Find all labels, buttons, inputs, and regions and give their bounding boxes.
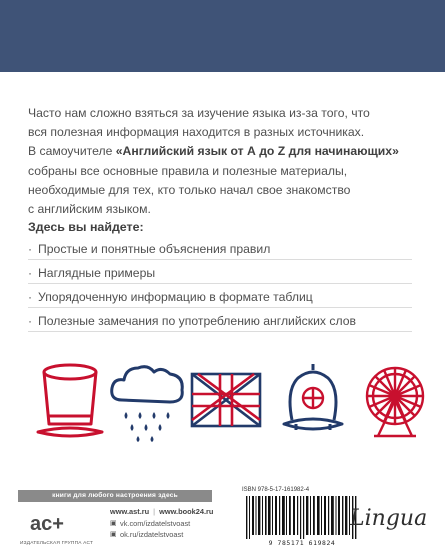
divider [28,307,412,308]
vk-icon: ▣ [110,519,117,527]
rain-cloud-icon [108,360,188,442]
ok-icon: ▣ [110,531,117,539]
ok-link[interactable]: ok.ru/izdatelstvoast [120,530,184,540]
book-title: «Английский язык от А до Z для начинающих» [115,144,399,159]
top-color-band [0,0,445,72]
site-link[interactable]: www.ast.ru [110,507,150,516]
feature-item: · Наглядные примеры [28,266,156,280]
ok-row [110,529,213,541]
feature-text: Полезные замечания по употреблению английских слов [38,314,356,328]
vk-link[interactable]: vk.com/izdatelstvoast [120,518,191,528]
isbn-number: ISBN 978-5-17-161982-4 [242,487,310,493]
intro-line: необходимые для тех, кто только начал свое знакомство [28,182,351,197]
site-link[interactable]: www.book24.ru [159,507,214,516]
top-hat-icon [34,360,106,442]
ast-logo-icon [28,508,74,540]
police-helmet-icon [278,360,348,442]
lingua-logo: Lingua [350,506,428,531]
barcode-digits: 9 785171 619824 [268,539,336,547]
ferris-wheel-icon [356,360,434,442]
publisher-subtitle: ИЗДАТЕЛЬСКАЯ ГРУППА АСТ [20,541,94,546]
intro-line: вся полезная информация находится в разных источниках. [28,125,365,140]
intro-line: Часто нам сложно взяться за изучение языка из-за того, что [28,106,370,120]
footer-links [110,506,213,541]
intro-line: В самоучителе [28,144,116,159]
union-jack-icon [188,360,264,442]
publisher-logo-text: ac+ [30,513,64,535]
find-heading: Здесь вы найдете: [28,220,144,234]
feature-item: · Простые и понятные объяснения правил [28,242,271,256]
feature-text: Упорядоченную информацию в формате таблиц [38,290,313,304]
feature-text: Наглядные примеры [38,266,156,280]
feature-text: Простые и понятные объяснения правил [38,242,271,256]
feature-item: · Полезные замечания по употреблению английских слов [28,314,356,328]
intro-paragraph [28,104,428,219]
intro-line: с английским языком. [28,202,151,217]
barcode-icon [246,496,358,539]
icon-row [0,360,445,460]
divider [28,259,412,260]
barcode-block [240,487,364,547]
vk-row [110,518,213,530]
divider [28,283,412,284]
website-row: www.ast.ru | www.book24.ru [110,507,214,516]
feature-item: · Упорядоченную информацию в формате таблиц [28,290,313,304]
divider [28,331,412,332]
feature-list [28,242,438,338]
slogan-bar: книги для любого настроения здесь [18,490,212,502]
intro-line: собраны все основные правила и полезные материалы, [28,163,348,178]
